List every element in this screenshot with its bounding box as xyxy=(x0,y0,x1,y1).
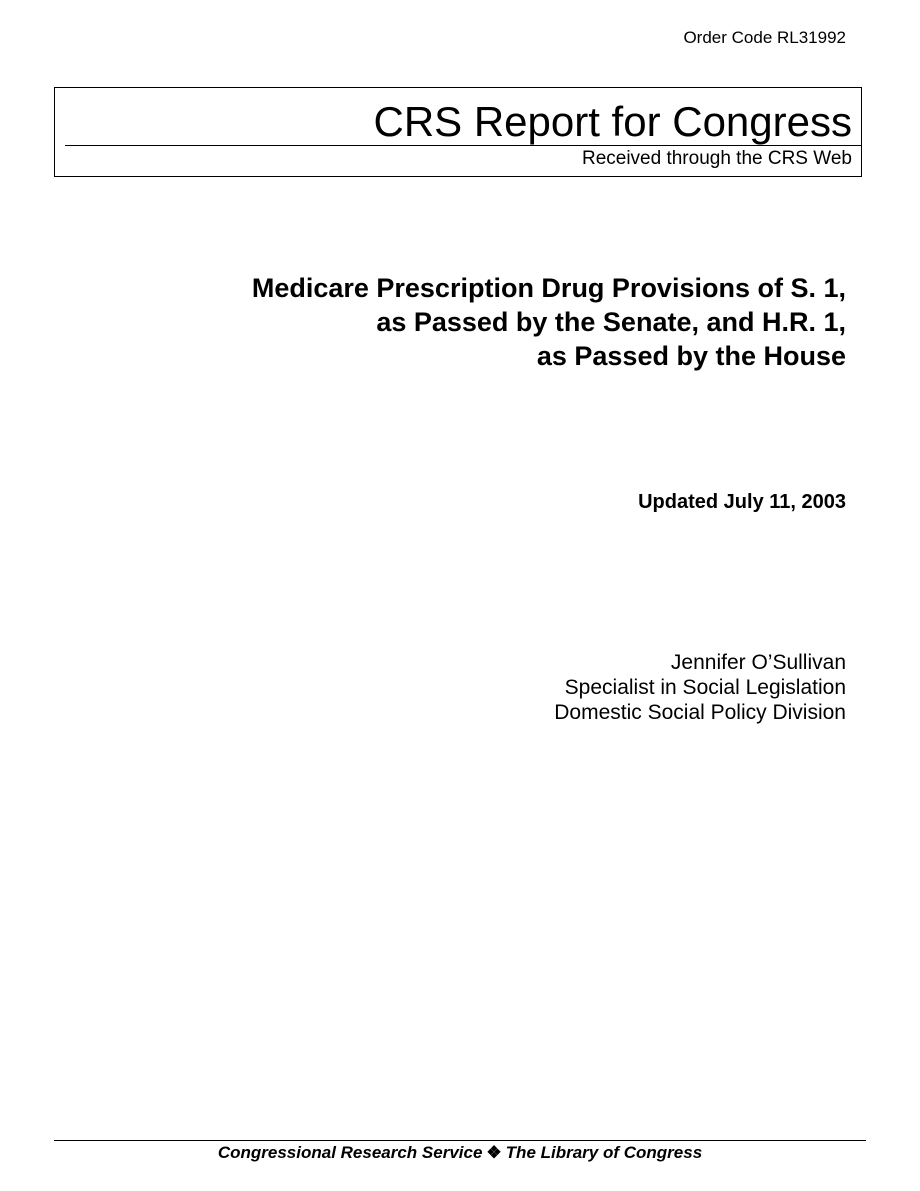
diamond-separator-icon: ❖ xyxy=(486,1143,502,1162)
updated-date: Updated July 11, 2003 xyxy=(638,491,846,513)
banner-title: CRS Report for Congress xyxy=(373,98,852,145)
footer-publisher: Congressional Research Service xyxy=(217,1143,483,1162)
author-block xyxy=(554,650,846,725)
document-title-line: Medicare Prescription Drug Provisions of S. 1, xyxy=(251,273,846,303)
banner-divider xyxy=(65,145,861,146)
order-code: Order Code RL31992 xyxy=(683,28,846,47)
author-name: Jennifer O’Sullivan xyxy=(670,651,846,674)
author-position: Specialist in Social Legislation xyxy=(564,676,846,699)
author-division: Domestic Social Policy Division xyxy=(554,701,846,724)
footer-divider xyxy=(54,1140,866,1141)
document-title-line: as Passed by the Senate, and H.R. 1, xyxy=(376,307,846,337)
report-banner xyxy=(54,87,862,177)
document-title-line: as Passed by the House xyxy=(536,341,846,371)
footer-library: The Library of Congress xyxy=(505,1143,703,1162)
footer xyxy=(0,1142,920,1164)
document-title xyxy=(146,271,846,373)
banner-subtitle: Received through the CRS Web xyxy=(581,148,852,169)
